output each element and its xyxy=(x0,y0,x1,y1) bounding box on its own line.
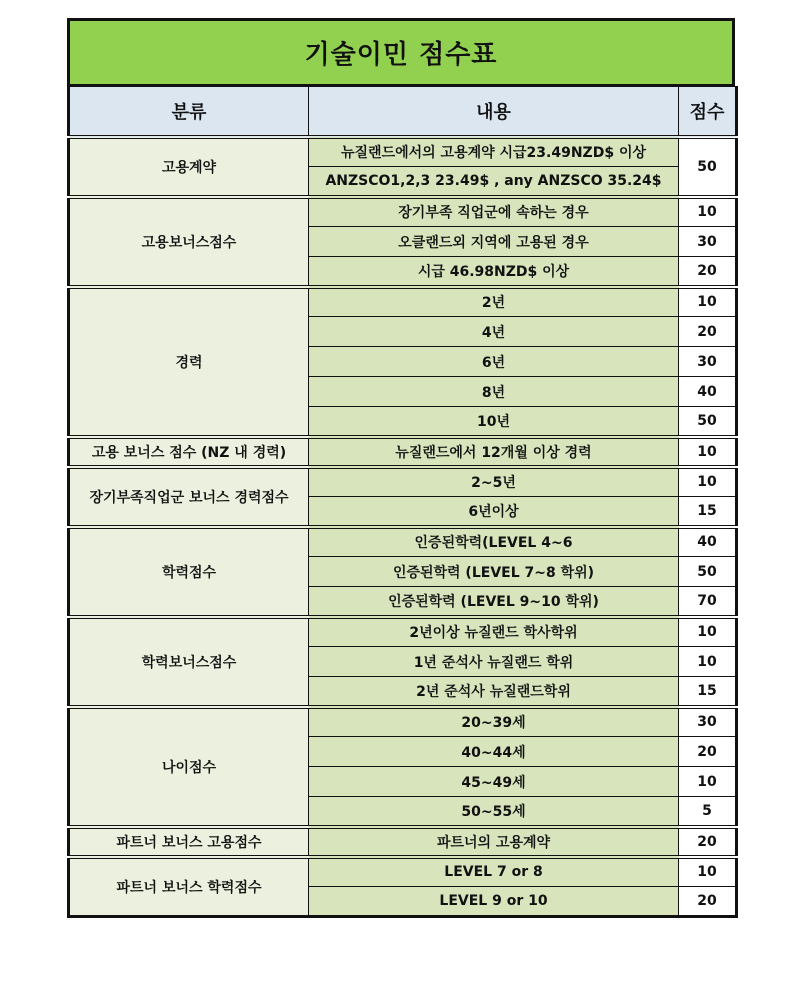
score-cell: 10 xyxy=(679,467,737,497)
score-cell: 10 xyxy=(679,767,737,797)
table-row xyxy=(69,437,737,467)
header-score: 점수 xyxy=(679,87,737,137)
category-cell: 학력점수 xyxy=(69,527,309,617)
score-cell: 10 xyxy=(679,437,737,467)
category-cell: 장기부족직업군 보너스 경력점수 xyxy=(69,467,309,527)
header-category: 분류 xyxy=(69,87,309,137)
content-cell: LEVEL 7 or 8 xyxy=(309,857,679,887)
content-cell: 2년 xyxy=(309,287,679,317)
content-cell: 뉴질랜드에서의 고용계약 시급23.49NZD$ 이상 xyxy=(309,137,679,167)
content-cell: 파트너의 고용계약 xyxy=(309,827,679,857)
score-cell: 20 xyxy=(679,317,737,347)
score-cell: 10 xyxy=(679,857,737,887)
score-cell: 30 xyxy=(679,227,737,257)
content-cell: 8년 xyxy=(309,377,679,407)
content-cell: 인증된학력 (LEVEL 7~8 학위) xyxy=(309,557,679,587)
score-cell: 15 xyxy=(679,677,737,707)
category-cell: 고용보너스점수 xyxy=(69,197,309,287)
content-cell: 20~39세 xyxy=(309,707,679,737)
content-cell: 장기부족 직업군에 속하는 경우 xyxy=(309,197,679,227)
category-cell: 고용계약 xyxy=(69,137,309,197)
table-row xyxy=(69,527,737,557)
table-body xyxy=(69,137,737,917)
score-cell: 10 xyxy=(679,197,737,227)
score-cell: 10 xyxy=(679,617,737,647)
category-cell: 나이점수 xyxy=(69,707,309,827)
table-row xyxy=(69,467,737,497)
table-row xyxy=(69,827,737,857)
category-cell: 파트너 보너스 고용점수 xyxy=(69,827,309,857)
category-cell: 경력 xyxy=(69,287,309,437)
score-cell: 15 xyxy=(679,497,737,527)
header-row xyxy=(69,87,737,137)
content-cell: 인증된학력(LEVEL 4~6 xyxy=(309,527,679,557)
score-cell: 20 xyxy=(679,737,737,767)
category-cell: 고용 보너스 점수 (NZ 내 경력) xyxy=(69,437,309,467)
score-cell: 10 xyxy=(679,287,737,317)
score-cell: 50 xyxy=(679,137,737,197)
content-cell: 10년 xyxy=(309,407,679,437)
category-cell: 파트너 보너스 학력점수 xyxy=(69,857,309,917)
table-row xyxy=(69,617,737,647)
score-cell: 20 xyxy=(679,887,737,917)
score-sheet xyxy=(67,18,735,918)
content-cell: 시급 46.98NZD$ 이상 xyxy=(309,257,679,287)
score-cell: 20 xyxy=(679,257,737,287)
content-cell: 오클랜드외 지역에 고용된 경우 xyxy=(309,227,679,257)
content-cell: 2년 준석사 뉴질랜드학위 xyxy=(309,677,679,707)
table-row xyxy=(69,857,737,887)
score-cell: 70 xyxy=(679,587,737,617)
header-content: 내용 xyxy=(309,87,679,137)
table-row xyxy=(69,707,737,737)
content-cell: 45~49세 xyxy=(309,767,679,797)
score-cell: 40 xyxy=(679,377,737,407)
content-cell: 뉴질랜드에서 12개월 이상 경력 xyxy=(309,437,679,467)
score-cell: 30 xyxy=(679,347,737,377)
score-cell: 50 xyxy=(679,407,737,437)
table-row xyxy=(69,287,737,317)
score-cell: 40 xyxy=(679,527,737,557)
score-cell: 20 xyxy=(679,827,737,857)
table-row xyxy=(69,197,737,227)
content-cell: 4년 xyxy=(309,317,679,347)
content-cell: 40~44세 xyxy=(309,737,679,767)
category-cell: 학력보너스점수 xyxy=(69,617,309,707)
score-table xyxy=(67,86,738,918)
content-cell: 1년 준석사 뉴질랜드 학위 xyxy=(309,647,679,677)
content-cell: 2년이상 뉴질랜드 학사학위 xyxy=(309,617,679,647)
score-cell: 10 xyxy=(679,647,737,677)
content-cell: 50~55세 xyxy=(309,797,679,827)
table-row xyxy=(69,137,737,167)
content-cell: 인증된학력 (LEVEL 9~10 학위) xyxy=(309,587,679,617)
page-title: 기술이민 점수표 xyxy=(67,18,735,86)
content-cell: 2~5년 xyxy=(309,467,679,497)
content-cell: ANZSCO1,2,3 23.49$ , any ANZSCO 35.24$ xyxy=(309,167,679,197)
content-cell: LEVEL 9 or 10 xyxy=(309,887,679,917)
score-cell: 5 xyxy=(679,797,737,827)
content-cell: 6년 xyxy=(309,347,679,377)
content-cell: 6년이상 xyxy=(309,497,679,527)
score-cell: 30 xyxy=(679,707,737,737)
score-cell: 50 xyxy=(679,557,737,587)
